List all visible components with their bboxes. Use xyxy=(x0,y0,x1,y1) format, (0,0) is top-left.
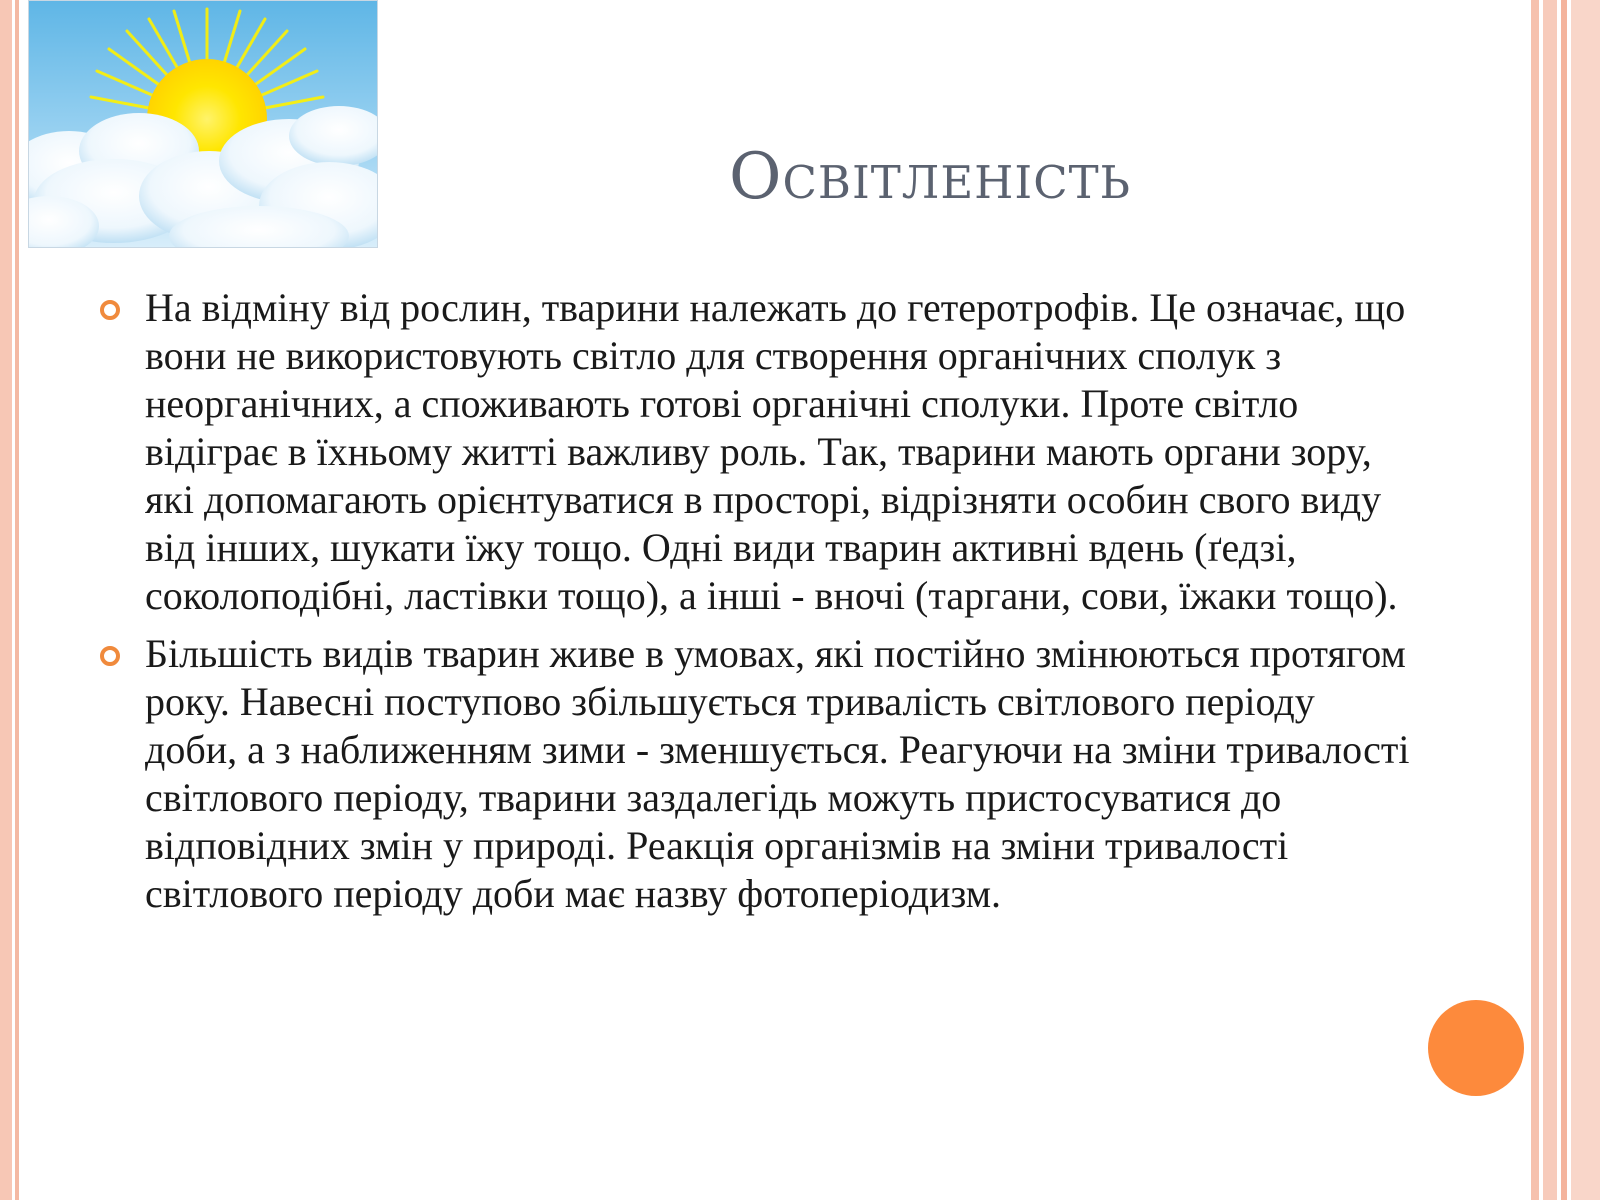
bullet-ring-icon xyxy=(100,646,120,666)
right-border-stripe xyxy=(1571,0,1600,1200)
right-border-stripe xyxy=(1531,0,1539,1200)
right-border-stripe xyxy=(1543,0,1557,1200)
bullet-list xyxy=(95,284,1415,928)
bullet-text: Більшість видів тварин живе в умовах, які постійно змінюються протягом року. Навесні поступово збільшується тривалість світлового періоду доби, а з наближенням зими - зменшується. Реагуючи на зміни тривалості світлового періоду, тварини заздалегідь можуть пристосуватися до відповідних змін у природі. Реакція організмів на зміни тривалості світлового періоду доби має назву фотоперіодизм. xyxy=(145,631,1410,916)
bullet-ring-icon xyxy=(100,300,120,320)
slide-title: Освітленість xyxy=(729,140,1131,214)
bullet-item xyxy=(95,630,1415,918)
right-border-stripe xyxy=(1561,0,1567,1200)
left-border-line xyxy=(15,0,19,1200)
bullet-item xyxy=(95,284,1415,620)
decorative-orange-circle xyxy=(1428,1000,1524,1096)
bullet-text: На відміну від рослин, тварини належать до гетеротрофів. Це означає, що вони не використовують світло для створення органічних сполук з неорганічних, а споживають готові органічні сполуки. Проте світло відіграє в їхньому житті важливу роль. Так, тварини мають органи зору, які допомагають орієнтуватися в просторі, відрізняти особин свого виду від інших, шукати їжу тощо. Одні види тварин активні вдень (ґедзі, соколоподібні, ластівки тощо), а інші - вночі (таргани, сови, їжаки тощо). xyxy=(145,285,1406,618)
sun-clouds-image xyxy=(28,0,378,248)
left-border-stripe xyxy=(0,0,12,1200)
